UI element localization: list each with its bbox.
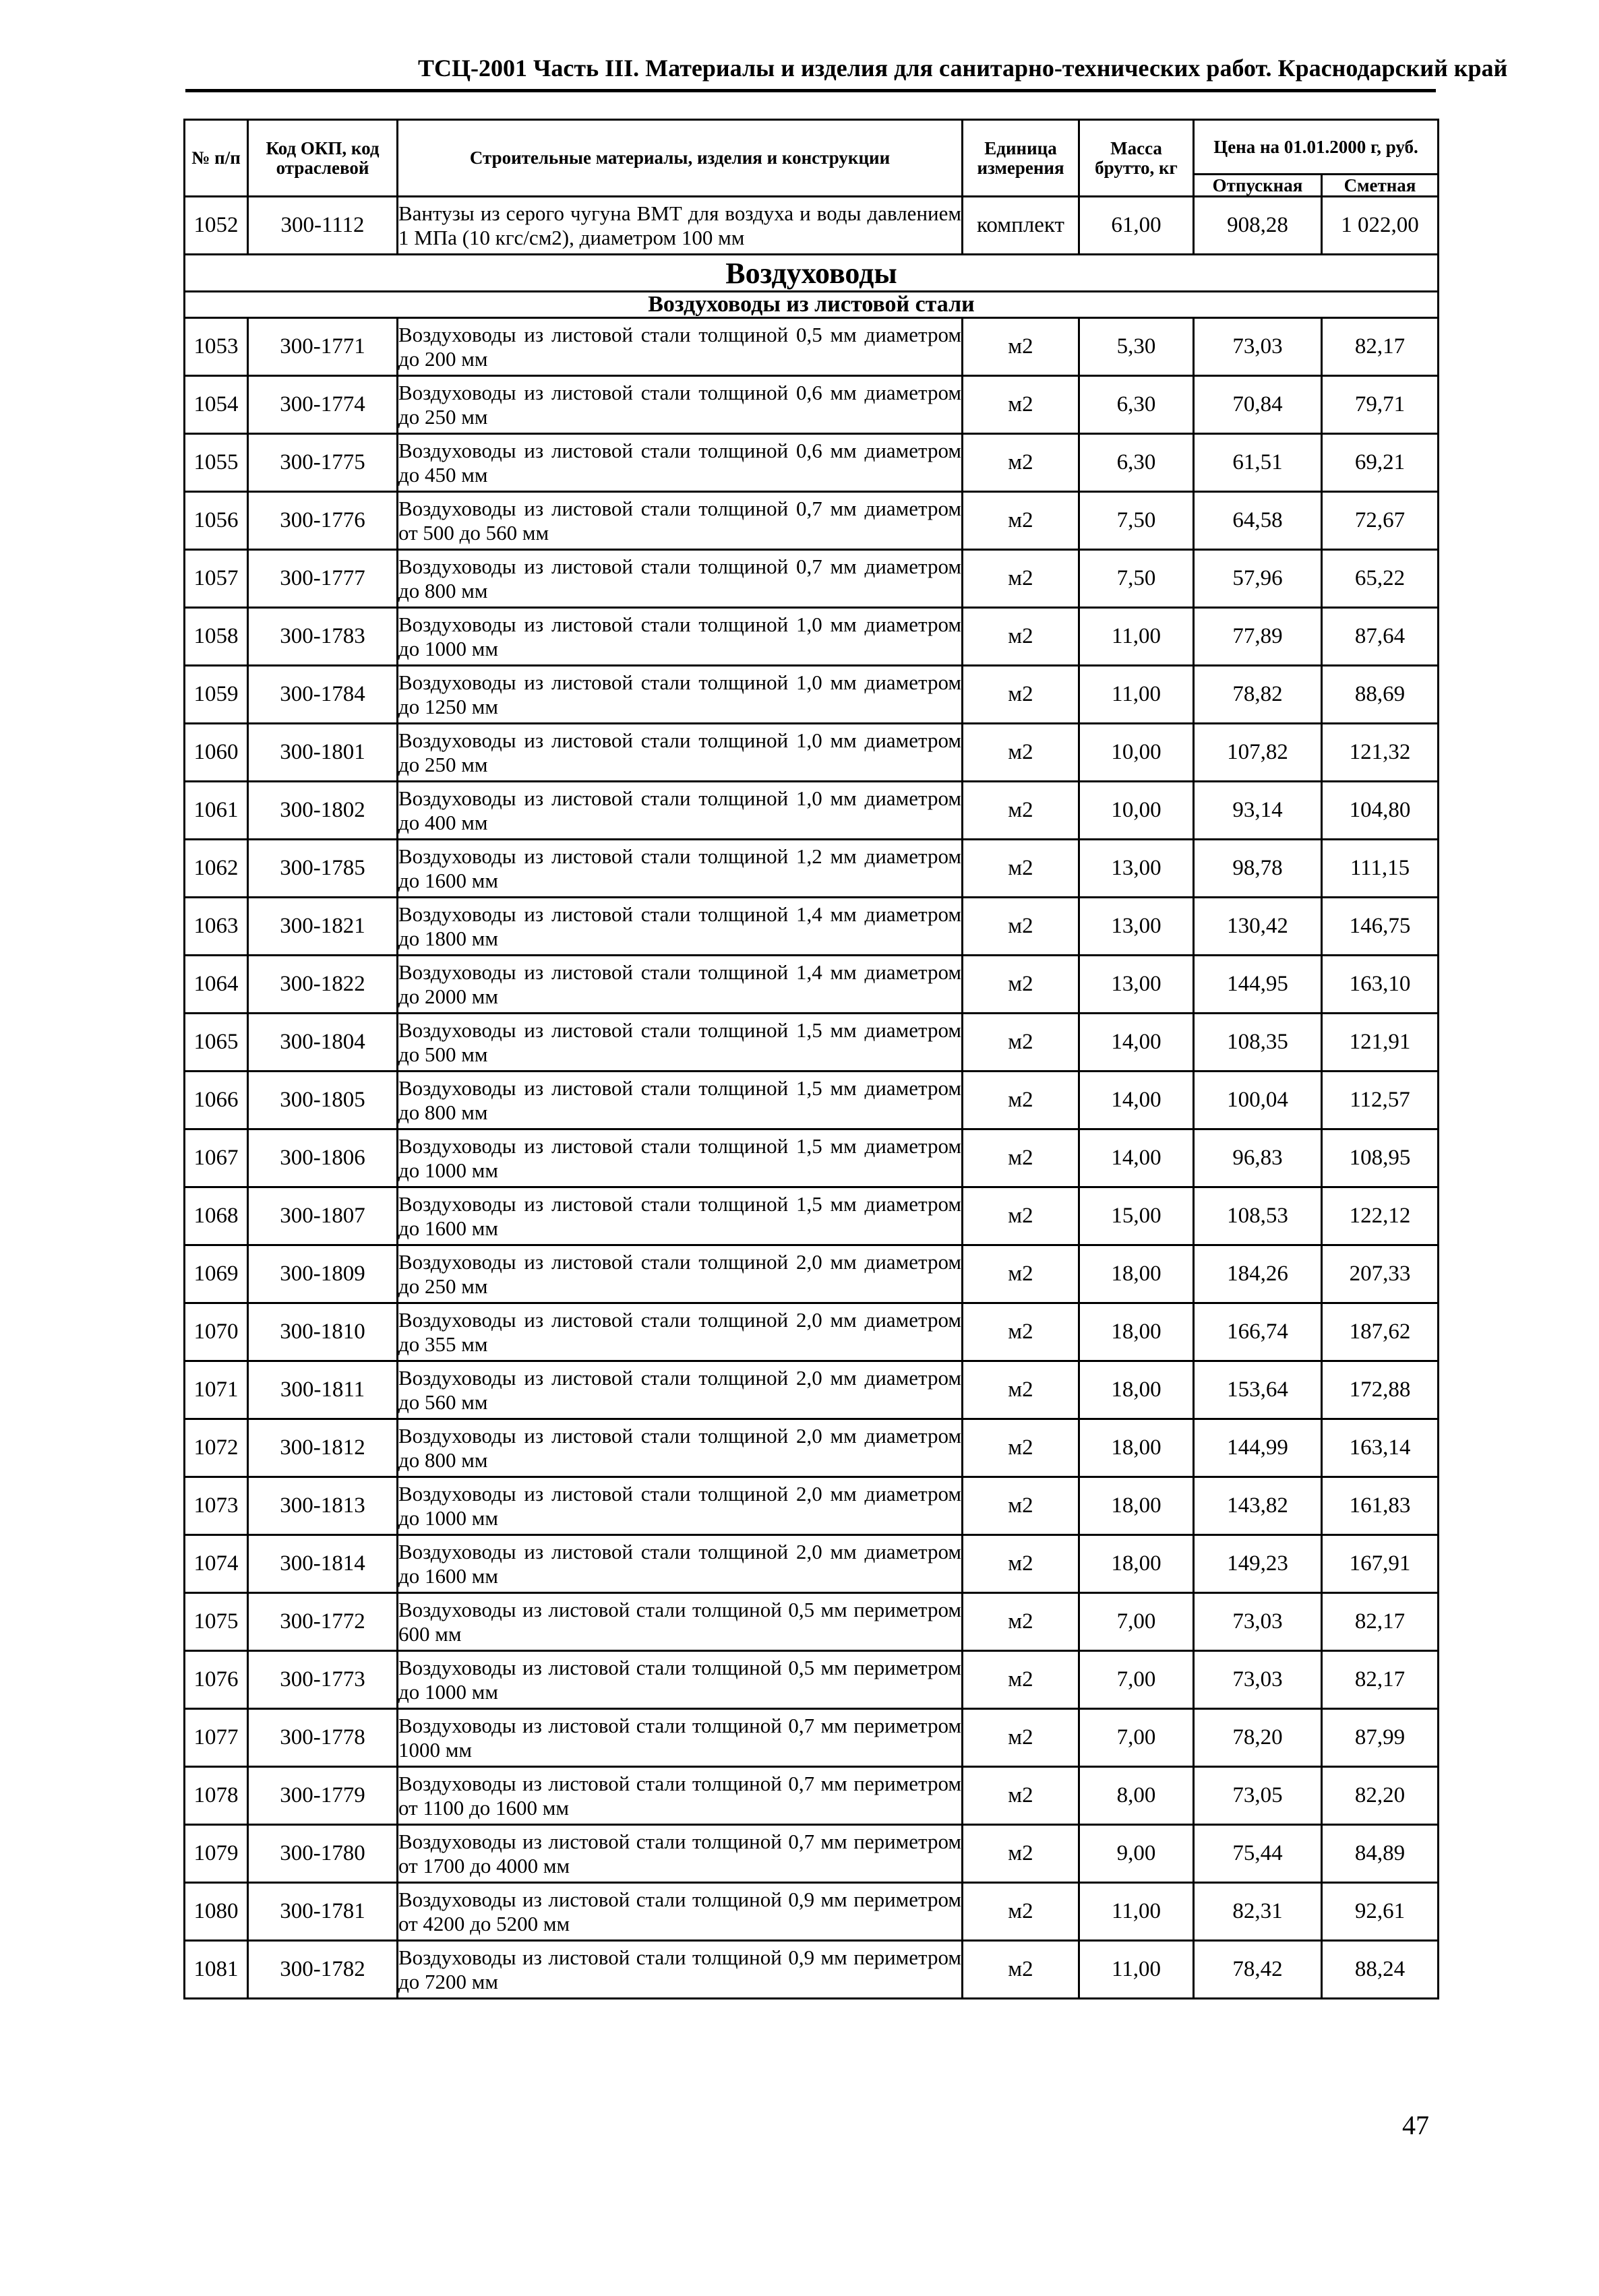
cell-price-estimate: 84,89 <box>1322 1825 1439 1883</box>
cell-unit: м2 <box>963 1709 1079 1767</box>
cell-code: 300-1801 <box>248 724 398 782</box>
cell-num: 1054 <box>185 376 248 434</box>
cell-mass: 18,00 <box>1079 1361 1194 1419</box>
cell-num: 1069 <box>185 1245 248 1303</box>
cell-price-release: 130,42 <box>1194 898 1322 956</box>
cell-mass: 13,00 <box>1079 898 1194 956</box>
cell-desc: Воздуховоды из листовой стали толщиной 0,7 мм периметром 1000 мм <box>398 1709 963 1767</box>
cell-unit: м2 <box>963 1651 1079 1709</box>
table-row <box>185 1941 1439 1999</box>
cell-mass: 5,30 <box>1079 318 1194 376</box>
cell-price-estimate: 82,17 <box>1322 1593 1439 1651</box>
col-header-price-release: Отпускная <box>1194 175 1322 197</box>
cell-price-release: 73,05 <box>1194 1767 1322 1825</box>
table-row <box>185 1072 1439 1129</box>
col-header-price-group: Цена на 01.01.2000 г, руб. <box>1194 120 1439 175</box>
table-row <box>185 840 1439 898</box>
cell-mass: 6,30 <box>1079 434 1194 492</box>
cell-code: 300-1774 <box>248 376 398 434</box>
cell-unit: м2 <box>963 608 1079 666</box>
cell-price-release: 100,04 <box>1194 1072 1322 1129</box>
cell-num: 1074 <box>185 1535 248 1593</box>
cell-price-estimate: 112,57 <box>1322 1072 1439 1129</box>
cell-code: 300-1822 <box>248 956 398 1014</box>
cell-mass: 10,00 <box>1079 782 1194 840</box>
cell-unit: м2 <box>963 318 1079 376</box>
cell-desc: Воздуховоды из листовой стали толщиной 2,0 мм диаметром до 1600 мм <box>398 1535 963 1593</box>
cell-desc: Воздуховоды из листовой стали толщиной 1,0 мм диаметром до 1250 мм <box>398 666 963 724</box>
col-header-price-estimate: Сметная <box>1322 175 1439 197</box>
table-row <box>185 492 1439 550</box>
cell-unit: м2 <box>963 1014 1079 1072</box>
cell-desc: Воздуховоды из листовой стали толщиной 2,0 мм диаметром до 560 мм <box>398 1361 963 1419</box>
cell-unit: м2 <box>963 1419 1079 1477</box>
col-header-unit: Единица измерения <box>963 120 1079 197</box>
cell-unit: м2 <box>963 1245 1079 1303</box>
cell-unit: м2 <box>963 1303 1079 1361</box>
cell-code: 300-1773 <box>248 1651 398 1709</box>
cell-desc: Воздуховоды из листовой стали толщиной 2,0 мм диаметром до 800 мм <box>398 1419 963 1477</box>
cell-price-release: 78,82 <box>1194 666 1322 724</box>
cell-price-estimate: 122,12 <box>1322 1187 1439 1245</box>
cell-code: 300-1821 <box>248 898 398 956</box>
cell-desc: Воздуховоды из листовой стали толщиной 0,6 мм диаметром до 250 мм <box>398 376 963 434</box>
cell-code: 300-1784 <box>248 666 398 724</box>
cell-desc: Воздуховоды из листовой стали толщиной 0,5 мм диаметром до 200 мм <box>398 318 963 376</box>
cell-code: 300-1802 <box>248 782 398 840</box>
cell-code: 300-1775 <box>248 434 398 492</box>
cell-desc: Воздуховоды из листовой стали толщиной 1,4 мм диаметром до 1800 мм <box>398 898 963 956</box>
cell-mass: 11,00 <box>1079 666 1194 724</box>
cell-price-estimate: 104,80 <box>1322 782 1439 840</box>
cell-mass: 15,00 <box>1079 1187 1194 1245</box>
cell-price-estimate: 121,91 <box>1322 1014 1439 1072</box>
table-row <box>185 1245 1439 1303</box>
cell-mass: 11,00 <box>1079 1941 1194 1999</box>
cell-desc: Воздуховоды из листовой стали толщиной 0,6 мм диаметром до 450 мм <box>398 434 963 492</box>
cell-unit: м2 <box>963 1593 1079 1651</box>
cell-price-estimate: 167,91 <box>1322 1535 1439 1593</box>
cell-code: 300-1813 <box>248 1477 398 1535</box>
cell-price-release: 107,82 <box>1194 724 1322 782</box>
cell-price-estimate: 82,20 <box>1322 1767 1439 1825</box>
cell-code: 300-1806 <box>248 1129 398 1187</box>
cell-price-release: 73,03 <box>1194 1593 1322 1651</box>
cell-num: 1081 <box>185 1941 248 1999</box>
cell-num: 1065 <box>185 1014 248 1072</box>
cell-num: 1080 <box>185 1883 248 1941</box>
cell-desc: Воздуховоды из листовой стали толщиной 2,0 мм диаметром до 355 мм <box>398 1303 963 1361</box>
cell-num: 1064 <box>185 956 248 1014</box>
table-row <box>185 1419 1439 1477</box>
cell-code: 300-1772 <box>248 1593 398 1651</box>
subsection-title: Воздуховоды из листовой стали <box>185 292 1439 318</box>
cell-price-release: 98,78 <box>1194 840 1322 898</box>
table-row <box>185 608 1439 666</box>
cell-num: 1056 <box>185 492 248 550</box>
cell-code: 300-1814 <box>248 1535 398 1593</box>
cell-code: 300-1779 <box>248 1767 398 1825</box>
cell-mass: 7,00 <box>1079 1651 1194 1709</box>
table-row <box>185 1535 1439 1593</box>
cell-price-release: 144,99 <box>1194 1419 1322 1477</box>
cell-code: 300-1812 <box>248 1419 398 1477</box>
cell-desc: Воздуховоды из листовой стали толщиной 1,2 мм диаметром до 1600 мм <box>398 840 963 898</box>
cell-code: 300-1805 <box>248 1072 398 1129</box>
cell-num: 1078 <box>185 1767 248 1825</box>
table-row <box>185 1014 1439 1072</box>
cell-price-release: 149,23 <box>1194 1535 1322 1593</box>
cell-price-estimate: 92,61 <box>1322 1883 1439 1941</box>
cell-price-release: 61,51 <box>1194 434 1322 492</box>
cell-num: 1057 <box>185 550 248 608</box>
cell-num: 1061 <box>185 782 248 840</box>
cell-price-estimate: 172,88 <box>1322 1361 1439 1419</box>
table-row <box>185 782 1439 840</box>
cell-mass: 6,30 <box>1079 376 1194 434</box>
table-header-row <box>185 120 1439 175</box>
page-number: 47 <box>1402 2110 1429 2140</box>
cell-mass: 7,00 <box>1079 1593 1194 1651</box>
cell-code: 300-1781 <box>248 1883 398 1941</box>
table-row <box>185 1883 1439 1941</box>
cell-desc: Воздуховоды из листовой стали толщиной 1,0 мм диаметром до 400 мм <box>398 782 963 840</box>
cell-unit: м2 <box>963 550 1079 608</box>
cell-price-estimate: 79,71 <box>1322 376 1439 434</box>
table-row <box>185 724 1439 782</box>
cell-code: 300-1810 <box>248 1303 398 1361</box>
col-header-mass: Масса брутто, кг <box>1079 120 1194 197</box>
cell-mass: 18,00 <box>1079 1303 1194 1361</box>
cell-price-estimate: 65,22 <box>1322 550 1439 608</box>
cell-num: 1067 <box>185 1129 248 1187</box>
table-row <box>185 197 1439 255</box>
cell-desc: Воздуховоды из листовой стали толщиной 0,9 мм периметром от 4200 до 5200 мм <box>398 1883 963 1941</box>
cell-desc: Воздуховоды из листовой стали толщиной 0,7 мм диаметром до 800 мм <box>398 550 963 608</box>
subsection-row <box>185 292 1439 318</box>
cell-mass: 14,00 <box>1079 1072 1194 1129</box>
cell-desc: Воздуховоды из листовой стали толщиной 2,0 мм диаметром до 1000 мм <box>398 1477 963 1535</box>
table-row <box>185 1651 1439 1709</box>
cell-code: 300-1782 <box>248 1941 398 1999</box>
cell-price-estimate: 82,17 <box>1322 318 1439 376</box>
cell-price-release: 78,42 <box>1194 1941 1322 1999</box>
table-row <box>185 1303 1439 1361</box>
cell-unit: м2 <box>963 1361 1079 1419</box>
cell-code: 300-1778 <box>248 1709 398 1767</box>
table-row <box>185 434 1439 492</box>
cell-num: 1068 <box>185 1187 248 1245</box>
cell-code: 300-1809 <box>248 1245 398 1303</box>
cell-num: 1076 <box>185 1651 248 1709</box>
cell-mass: 7,50 <box>1079 550 1194 608</box>
table-row <box>185 1709 1439 1767</box>
cell-price-estimate: 87,99 <box>1322 1709 1439 1767</box>
table-row <box>185 1767 1439 1825</box>
cell-price-release: 75,44 <box>1194 1825 1322 1883</box>
cell-mass: 18,00 <box>1079 1419 1194 1477</box>
col-header-code: Код ОКП, код отраслевой <box>248 120 398 197</box>
cell-code: 300-1785 <box>248 840 398 898</box>
cell-price-estimate: 161,83 <box>1322 1477 1439 1535</box>
cell-price-release: 166,74 <box>1194 1303 1322 1361</box>
table-row <box>185 376 1439 434</box>
cell-desc: Воздуховоды из листовой стали толщиной 1,5 мм диаметром до 800 мм <box>398 1072 963 1129</box>
cell-desc: Воздуховоды из листовой стали толщиной 1,5 мм диаметром до 500 мм <box>398 1014 963 1072</box>
cell-num: 1060 <box>185 724 248 782</box>
cell-desc: Воздуховоды из листовой стали толщиной 0,9 мм периметром до 7200 мм <box>398 1941 963 1999</box>
cell-mass: 11,00 <box>1079 1883 1194 1941</box>
cell-unit: м2 <box>963 1072 1079 1129</box>
cell-price-estimate: 146,75 <box>1322 898 1439 956</box>
cell-mass: 13,00 <box>1079 956 1194 1014</box>
cell-num: 1070 <box>185 1303 248 1361</box>
cell-num: 1071 <box>185 1361 248 1419</box>
cell-unit: м2 <box>963 1187 1079 1245</box>
cell-mass: 13,00 <box>1079 840 1194 898</box>
cell-mass: 18,00 <box>1079 1245 1194 1303</box>
cell-price-estimate: 82,17 <box>1322 1651 1439 1709</box>
cell-desc: Воздуховоды из листовой стали толщиной 0,7 мм диаметром от 500 до 560 мм <box>398 492 963 550</box>
table-row <box>185 1825 1439 1883</box>
cell-unit: м2 <box>963 1129 1079 1187</box>
cell-mass: 11,00 <box>1079 608 1194 666</box>
cell-price-estimate: 121,32 <box>1322 724 1439 782</box>
cell-num: 1059 <box>185 666 248 724</box>
cell-mass: 14,00 <box>1079 1014 1194 1072</box>
cell-mass: 61,00 <box>1079 197 1194 255</box>
cell-price-estimate: 163,14 <box>1322 1419 1439 1477</box>
cell-unit: м2 <box>963 1535 1079 1593</box>
cell-num: 1073 <box>185 1477 248 1535</box>
cell-price-release: 144,95 <box>1194 956 1322 1014</box>
cell-desc: Воздуховоды из листовой стали толщиной 0,5 мм периметром 600 мм <box>398 1593 963 1651</box>
cell-code: 300-1807 <box>248 1187 398 1245</box>
cell-unit: м2 <box>963 1825 1079 1883</box>
cell-num: 1075 <box>185 1593 248 1651</box>
cell-unit: м2 <box>963 376 1079 434</box>
cell-price-estimate: 207,33 <box>1322 1245 1439 1303</box>
cell-price-release: 73,03 <box>1194 1651 1322 1709</box>
cell-num: 1055 <box>185 434 248 492</box>
cell-code: 300-1771 <box>248 318 398 376</box>
section-title: Воздуховоды <box>185 255 1439 292</box>
cell-price-estimate: 111,15 <box>1322 840 1439 898</box>
cell-code: 300-1776 <box>248 492 398 550</box>
cell-code: 300-1783 <box>248 608 398 666</box>
table-row <box>185 550 1439 608</box>
cell-price-release: 78,20 <box>1194 1709 1322 1767</box>
cell-mass: 14,00 <box>1079 1129 1194 1187</box>
cell-price-release: 96,83 <box>1194 1129 1322 1187</box>
cell-unit: м2 <box>963 434 1079 492</box>
cell-price-release: 153,64 <box>1194 1361 1322 1419</box>
cell-code: 300-1780 <box>248 1825 398 1883</box>
cell-code: 300-1112 <box>248 197 398 255</box>
cell-num: 1052 <box>185 197 248 255</box>
cell-price-release: 70,84 <box>1194 376 1322 434</box>
cell-unit: м2 <box>963 492 1079 550</box>
cell-num: 1079 <box>185 1825 248 1883</box>
cell-price-release: 64,58 <box>1194 492 1322 550</box>
section-row <box>185 255 1439 292</box>
cell-mass: 7,00 <box>1079 1709 1194 1767</box>
cell-price-estimate: 72,67 <box>1322 492 1439 550</box>
table-row <box>185 1187 1439 1245</box>
cell-mass: 7,50 <box>1079 492 1194 550</box>
cell-unit: м2 <box>963 840 1079 898</box>
cell-price-estimate: 69,21 <box>1322 434 1439 492</box>
cell-price-release: 908,28 <box>1194 197 1322 255</box>
cell-desc: Воздуховоды из листовой стали толщиной 1,0 мм диаметром до 250 мм <box>398 724 963 782</box>
cell-code: 300-1777 <box>248 550 398 608</box>
cell-price-estimate: 163,10 <box>1322 956 1439 1014</box>
cell-mass: 9,00 <box>1079 1825 1194 1883</box>
cell-mass: 18,00 <box>1079 1477 1194 1535</box>
cell-mass: 10,00 <box>1079 724 1194 782</box>
cell-price-estimate: 88,24 <box>1322 1941 1439 1999</box>
table-row <box>185 1477 1439 1535</box>
cell-desc: Воздуховоды из листовой стали толщиной 1,0 мм диаметром до 1000 мм <box>398 608 963 666</box>
cell-desc: Вантузы из серого чугуна ВМТ для воздуха и воды давлением 1 МПа (10 кгс/см2), диаметром 100 мм <box>398 197 963 255</box>
cell-desc: Воздуховоды из листовой стали толщиной 2,0 мм диаметром до 250 мм <box>398 1245 963 1303</box>
cell-price-release: 184,26 <box>1194 1245 1322 1303</box>
cell-num: 1066 <box>185 1072 248 1129</box>
table-row <box>185 1361 1439 1419</box>
cell-price-estimate: 87,64 <box>1322 608 1439 666</box>
cell-unit: м2 <box>963 1883 1079 1941</box>
cell-unit: м2 <box>963 782 1079 840</box>
cell-mass: 18,00 <box>1079 1535 1194 1593</box>
page-header-title: ТСЦ-2001 Часть III. Материалы и изделия для санитарно-технических работ. Краснодарский край <box>418 55 1508 82</box>
price-table <box>183 119 1439 1999</box>
cell-desc: Воздуховоды из листовой стали толщиной 1,5 мм диаметром до 1000 мм <box>398 1129 963 1187</box>
cell-price-estimate: 88,69 <box>1322 666 1439 724</box>
cell-desc: Воздуховоды из листовой стали толщиной 0,5 мм периметром до 1000 мм <box>398 1651 963 1709</box>
cell-price-release: 108,53 <box>1194 1187 1322 1245</box>
cell-num: 1058 <box>185 608 248 666</box>
cell-price-release: 108,35 <box>1194 1014 1322 1072</box>
cell-unit: м2 <box>963 1767 1079 1825</box>
cell-unit: м2 <box>963 1477 1079 1535</box>
cell-num: 1062 <box>185 840 248 898</box>
table-row <box>185 956 1439 1014</box>
cell-price-release: 77,89 <box>1194 608 1322 666</box>
cell-desc: Воздуховоды из листовой стали толщиной 0,7 мм периметром от 1100 до 1600 мм <box>398 1767 963 1825</box>
cell-desc: Воздуховоды из листовой стали толщиной 0,7 мм периметром от 1700 до 4000 мм <box>398 1825 963 1883</box>
header-rule <box>185 89 1436 92</box>
cell-unit: м2 <box>963 1941 1079 1999</box>
cell-price-estimate: 187,62 <box>1322 1303 1439 1361</box>
cell-price-release: 57,96 <box>1194 550 1322 608</box>
table-row <box>185 898 1439 956</box>
cell-unit: м2 <box>963 724 1079 782</box>
col-header-num: № п/п <box>185 120 248 197</box>
cell-code: 300-1811 <box>248 1361 398 1419</box>
cell-num: 1072 <box>185 1419 248 1477</box>
cell-mass: 8,00 <box>1079 1767 1194 1825</box>
cell-unit: м2 <box>963 898 1079 956</box>
cell-num: 1077 <box>185 1709 248 1767</box>
cell-num: 1053 <box>185 318 248 376</box>
table-row <box>185 1593 1439 1651</box>
cell-price-release: 73,03 <box>1194 318 1322 376</box>
table-row <box>185 666 1439 724</box>
cell-unit: комплект <box>963 197 1079 255</box>
cell-desc: Воздуховоды из листовой стали толщиной 1,5 мм диаметром до 1600 мм <box>398 1187 963 1245</box>
cell-num: 1063 <box>185 898 248 956</box>
table-row <box>185 318 1439 376</box>
table-row <box>185 1129 1439 1187</box>
cell-unit: м2 <box>963 956 1079 1014</box>
cell-desc: Воздуховоды из листовой стали толщиной 1,4 мм диаметром до 2000 мм <box>398 956 963 1014</box>
cell-price-estimate: 1 022,00 <box>1322 197 1439 255</box>
cell-price-estimate: 108,95 <box>1322 1129 1439 1187</box>
cell-price-release: 82,31 <box>1194 1883 1322 1941</box>
cell-price-release: 93,14 <box>1194 782 1322 840</box>
cell-code: 300-1804 <box>248 1014 398 1072</box>
cell-price-release: 143,82 <box>1194 1477 1322 1535</box>
cell-unit: м2 <box>963 666 1079 724</box>
col-header-desc: Строительные материалы, изделия и конструкции <box>398 120 963 197</box>
